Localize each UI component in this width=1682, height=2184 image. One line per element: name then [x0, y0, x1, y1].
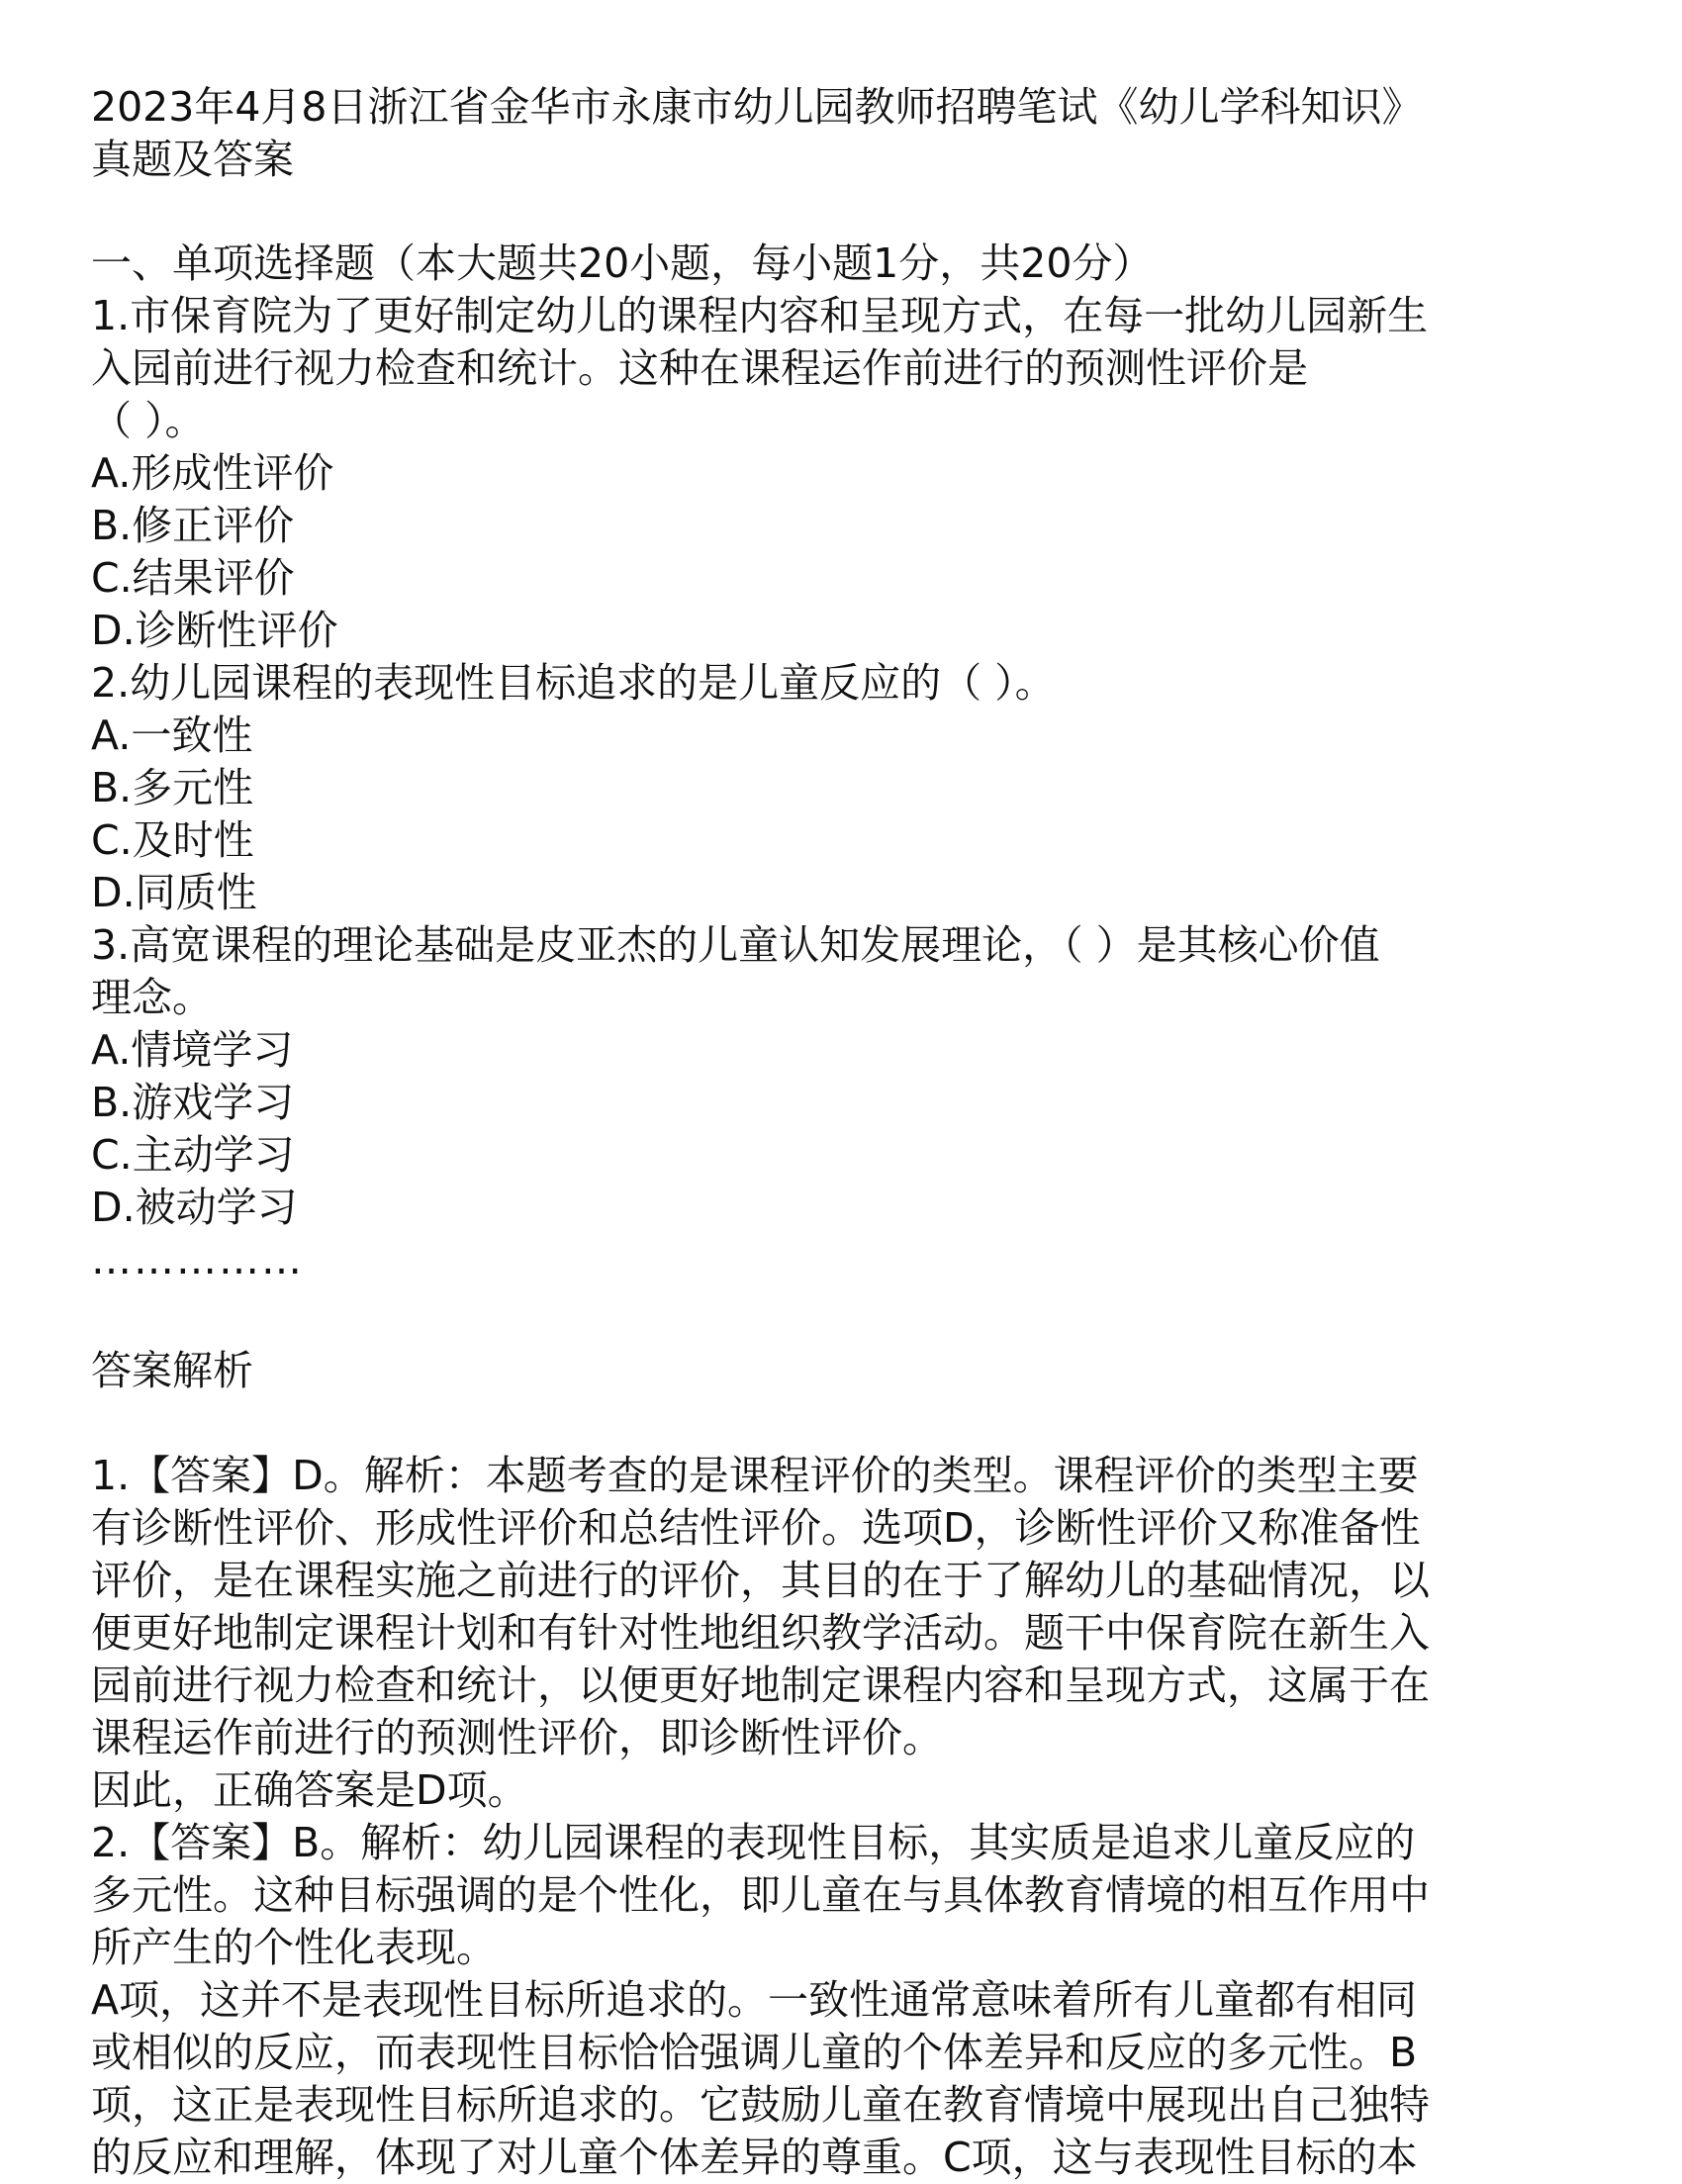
answer-2-line-6: 项，这正是表现性目标所追求的。它鼓励儿童在教育情境中展现出自己独特: [91, 2081, 1430, 2129]
question-2-stem-line-1: 2.幼儿园课程的表现性目标追求的是儿童反应的（ ）。: [91, 659, 1056, 707]
question-1-option-d: D.诊断性评价: [91, 607, 338, 654]
section-heading: 一、单项选择题（本大题共20小题，每小题1分，共20分）: [91, 239, 1154, 287]
question-1-stem-line-1: 1.市保育院为了更好制定幼儿的课程内容和呈现方式，在每一批幼儿园新生: [91, 292, 1429, 339]
answer-2-line-3: 所产生的个性化表现。: [91, 1924, 497, 1971]
question-3-option-a: A.情境学习: [91, 1026, 294, 1074]
question-3-option-d: D.被动学习: [91, 1184, 298, 1231]
document-title-line-2: 真题及答案: [91, 136, 294, 183]
question-3-option-b: B.游戏学习: [91, 1079, 295, 1126]
answer-1-line-3: 评价，是在课程实施之前进行的评价，其目的在于了解幼儿的基础情况，以: [91, 1557, 1430, 1604]
answer-2-line-1: 2.【答案】B。解析：幼儿园课程的表现性目标，其实质是追求儿童反应的: [91, 1819, 1416, 1866]
question-3-stem-line-1: 3.高宽课程的理论基础是皮亚杰的儿童认知发展理论，（ ）是其核心价值: [91, 921, 1380, 969]
question-2-option-d: D.同质性: [91, 869, 257, 916]
document-title-line-1: 2023年4月8日浙江省金华市永康市幼儿园教师招聘笔试《幼儿学科知识》: [91, 83, 1423, 131]
answer-1-line-2: 有诊断性评价、形成性评价和总结性评价。选项D，诊断性评价又称准备性: [91, 1504, 1421, 1552]
question-1-stem-line-3: （ ）。: [91, 397, 206, 444]
question-3-stem-line-2: 理念。: [91, 974, 213, 1021]
question-1-option-c: C.结果评价: [91, 554, 295, 602]
question-2-option-a: A.一致性: [91, 712, 253, 759]
answer-2-line-4: A项，这并不是表现性目标所追求的。一致性通常意味着所有儿童都有相同: [91, 1976, 1418, 2024]
answer-2-line-2: 多元性。这种目标强调的是个性化，即儿童在与具体教育情境的相互作用中: [91, 1871, 1430, 1919]
answer-2-line-5: 或相似的反应，而表现性目标恰恰强调儿童的个体差异和反应的多元性。B: [91, 2029, 1418, 2076]
question-2-option-b: B.多元性: [91, 764, 254, 811]
answer-heading: 答案解析: [91, 1347, 253, 1394]
question-1-option-a: A.形成性评价: [91, 449, 334, 497]
answer-2-line-7: 的反应和理解，体现了对儿童个体差异的尊重。C项，这与表现性目标的本: [91, 2134, 1418, 2181]
answer-1-line-1: 1.【答案】D。解析：本题考查的是课程评价的类型。课程评价的类型主要: [91, 1452, 1419, 1499]
answer-1-line-4: 便更好地制定课程计划和有针对性地组织教学活动。题干中保育院在新生入: [91, 1609, 1430, 1657]
question-2-option-c: C.及时性: [91, 816, 254, 864]
omitted-questions-ellipsis: ……………: [91, 1236, 304, 1283]
question-3-option-c: C.主动学习: [91, 1131, 295, 1179]
answer-1-line-6: 课程运作前进行的预测性评价，即诊断性评价。: [91, 1714, 943, 1761]
question-1-stem-line-2: 入园前进行视力检查和统计。这种在课程运作前进行的预测性评价是: [91, 344, 1308, 392]
answer-1-line-7: 因此，正确答案是D项。: [91, 1766, 528, 1814]
question-1-option-b: B.修正评价: [91, 502, 295, 549]
answer-1-line-5: 园前进行视力检查和统计，以便更好地制定课程内容和呈现方式，这属于在: [91, 1662, 1430, 1709]
